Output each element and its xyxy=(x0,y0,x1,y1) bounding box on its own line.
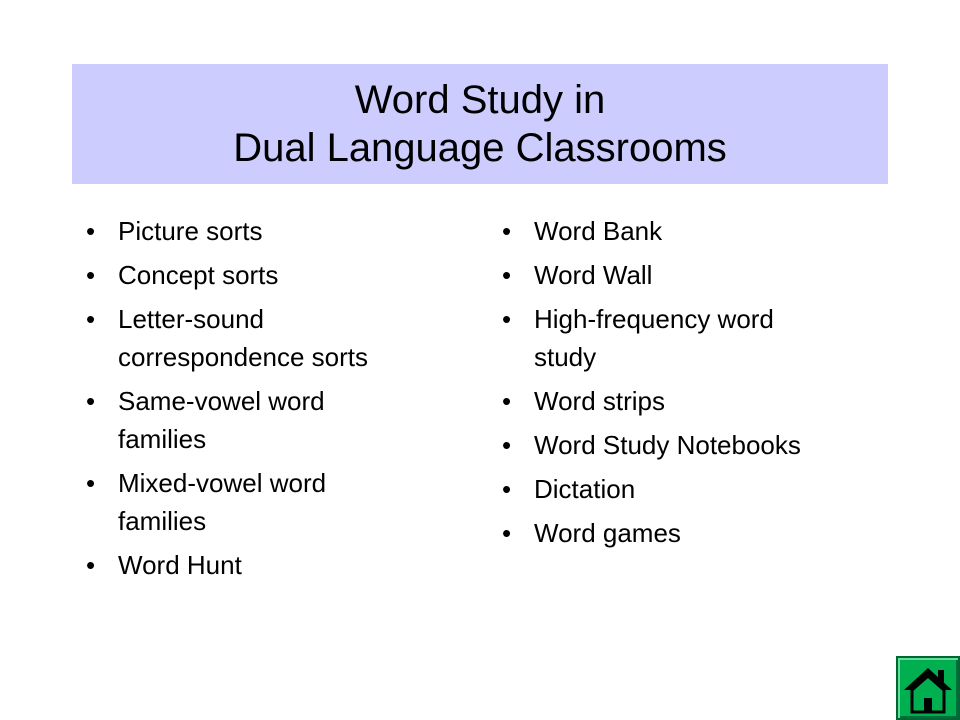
home-icon xyxy=(898,658,958,718)
list-item-text: Mixed-vowel word xyxy=(118,468,327,498)
slide-title-line-2: Dual Language Classrooms xyxy=(233,126,727,170)
list-item xyxy=(498,514,878,552)
list-item-text: Word games xyxy=(534,518,681,548)
right-bullet-list xyxy=(498,212,878,558)
list-item-text-continued: families xyxy=(118,506,207,536)
bullet-icon: • xyxy=(502,518,512,548)
list-item xyxy=(82,212,442,250)
bullet-icon: • xyxy=(86,216,96,246)
list-item-text: Word Wall xyxy=(534,260,653,290)
bullet-icon: • xyxy=(86,386,96,416)
list-item xyxy=(498,256,878,294)
bullet-icon: • xyxy=(86,304,96,334)
bullet-icon: • xyxy=(86,550,96,580)
list-item xyxy=(82,256,442,294)
list-item xyxy=(498,470,878,508)
list-item xyxy=(498,300,878,376)
bullet-icon: • xyxy=(502,430,512,460)
bullet-icon: • xyxy=(502,260,512,290)
bullet-icon: • xyxy=(86,260,96,290)
list-item xyxy=(82,300,442,376)
bullet-icon: • xyxy=(502,304,512,334)
list-item-text-continued: study xyxy=(534,342,597,372)
left-bullet-list xyxy=(82,212,442,590)
list-item-text: Dictation xyxy=(534,474,636,504)
list-item-text: Letter-sound xyxy=(118,304,264,334)
list-item xyxy=(82,464,442,540)
bullet-icon: • xyxy=(502,216,512,246)
list-item-text: Word Hunt xyxy=(118,550,242,580)
slide-title-line-1: Word Study in xyxy=(354,78,606,122)
bullet-icon: • xyxy=(86,468,96,498)
list-item-text: Word Bank xyxy=(534,216,663,246)
list-item-text: High-frequency word xyxy=(534,304,774,334)
list-item-text: Concept sorts xyxy=(118,260,279,290)
list-item-text-continued: correspondence sorts xyxy=(118,342,369,372)
list-item xyxy=(82,546,442,584)
bullet-icon: • xyxy=(502,474,512,504)
list-item-text: Picture sorts xyxy=(118,216,263,246)
list-item xyxy=(82,382,442,458)
title-box xyxy=(72,64,888,184)
list-item-text: Word Study Notebooks xyxy=(534,430,801,460)
home-button[interactable] xyxy=(896,656,960,720)
list-item-text-continued: families xyxy=(118,424,207,454)
list-item-text: Word strips xyxy=(534,386,665,416)
bullet-icon: • xyxy=(502,386,512,416)
list-item xyxy=(498,212,878,250)
list-item xyxy=(498,382,878,420)
list-item-text: Same-vowel word xyxy=(118,386,325,416)
list-item xyxy=(498,426,878,464)
